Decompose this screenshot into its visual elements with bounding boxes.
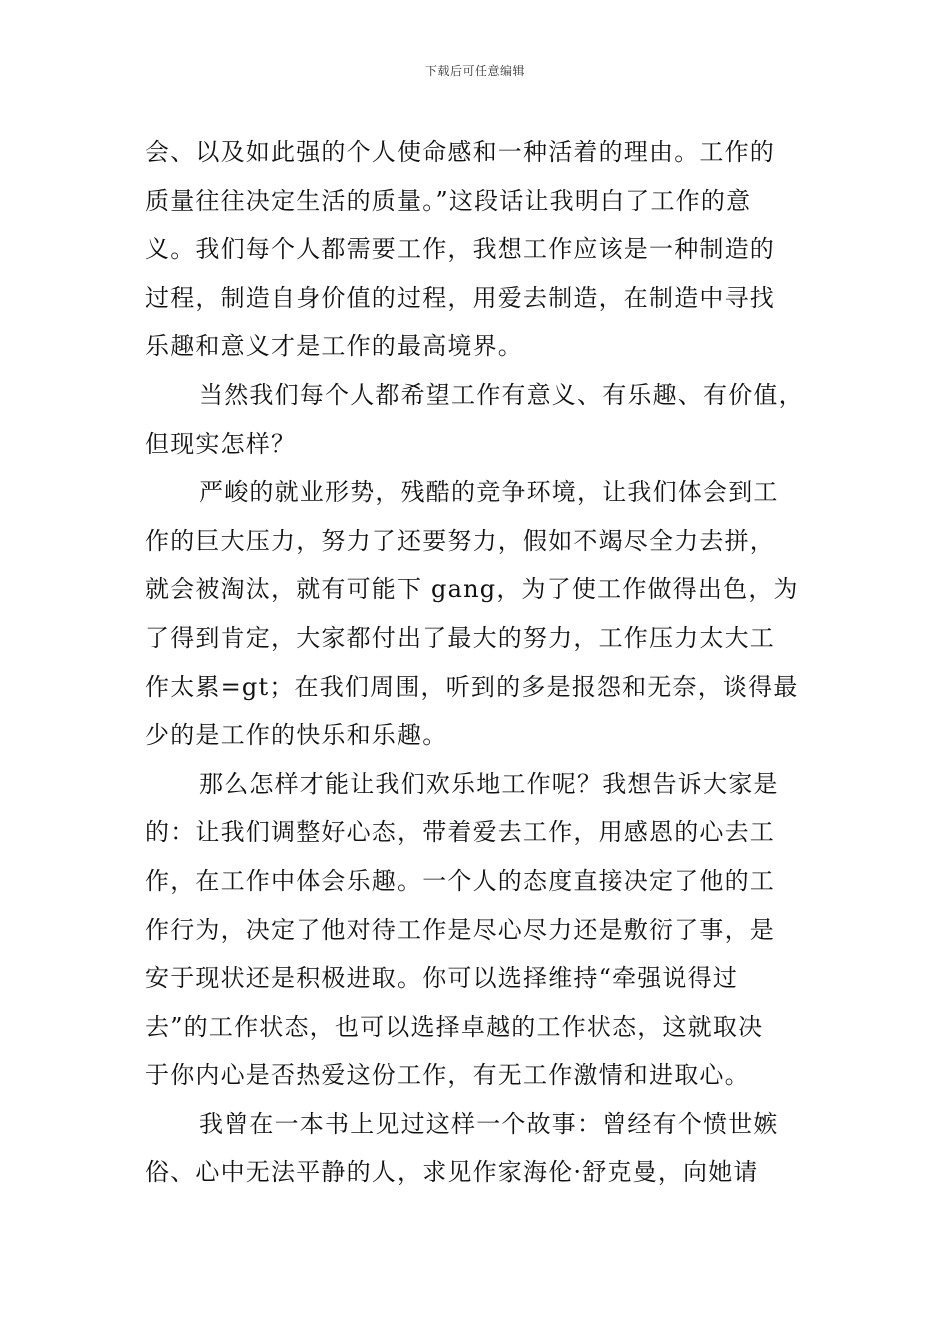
paragraph-start-line: 严峻的就业形势，残酷的竞争环境，让我们体会到工: [199, 478, 779, 507]
text-line: 少的是工作的快乐和乐趣。: [145, 721, 448, 750]
paragraph-start-line: 我曾在一本书上见过这样一个故事：曾经有个愤世嫉: [199, 1109, 779, 1138]
text-line: 去”的工作状态，也可以选择卓越的工作状态，这就取决: [145, 1012, 764, 1041]
page-header: 下载后可任意编辑: [424, 64, 525, 78]
text-line: 过程，制造自身价值的过程，用爱去制造，在制造中寻找: [145, 283, 775, 312]
paragraph-start-line: 当然我们每个人都希望工作有意义、有乐趣、有价值，: [199, 380, 804, 409]
text-line: 于你内心是否热爱这份工作，有无工作激情和进取心。: [145, 1061, 750, 1090]
text-line: 质量往往决定生活的质量。”这段话让我明白了工作的意: [145, 186, 752, 215]
paragraph-start-line: 那么怎样才能让我们欢乐地工作呢？我想告诉大家是: [199, 769, 779, 798]
text-line: 作的巨大压力，努力了还要努力，假如不竭尽全力去拼，: [145, 526, 775, 555]
text-line: 就会被淘汰，就有可能下 gang，为了使工作做得出色，为: [145, 575, 799, 604]
text-line: 乐趣和意义才是工作的最高境界。: [145, 332, 523, 361]
text-line: 会、以及如此强的个人使命感和一种活着的理由。工作的: [145, 138, 775, 166]
text-line: 了得到肯定，大家都付出了最大的努力，工作压力太大工: [145, 623, 775, 652]
text-line: 安于现状还是积极进取。你可以选择维持“牵强说得过: [145, 964, 739, 993]
text-line: 的：让我们调整好心态，带着爱去工作，用感恩的心去工: [145, 818, 775, 847]
text-line: 义。我们每个人都需要工作，我想工作应该是一种制造的: [145, 235, 775, 264]
text-line: 作太累=gt；在我们周围，听到的多是报怨和无奈，谈得最: [145, 672, 799, 701]
document-body: [145, 128, 810, 1197]
text-line: 作，在工作中体会乐趣。一个人的态度直接决定了他的工: [145, 866, 775, 895]
text-line: 但现实怎样？: [145, 429, 297, 458]
text-line: 作行为，决定了他对待工作是尽心尽力还是敷衍了事，是: [145, 915, 775, 944]
text-line: 俗、心中无法平静的人，求见作家海伦·舒克曼，向她请: [145, 1158, 759, 1187]
